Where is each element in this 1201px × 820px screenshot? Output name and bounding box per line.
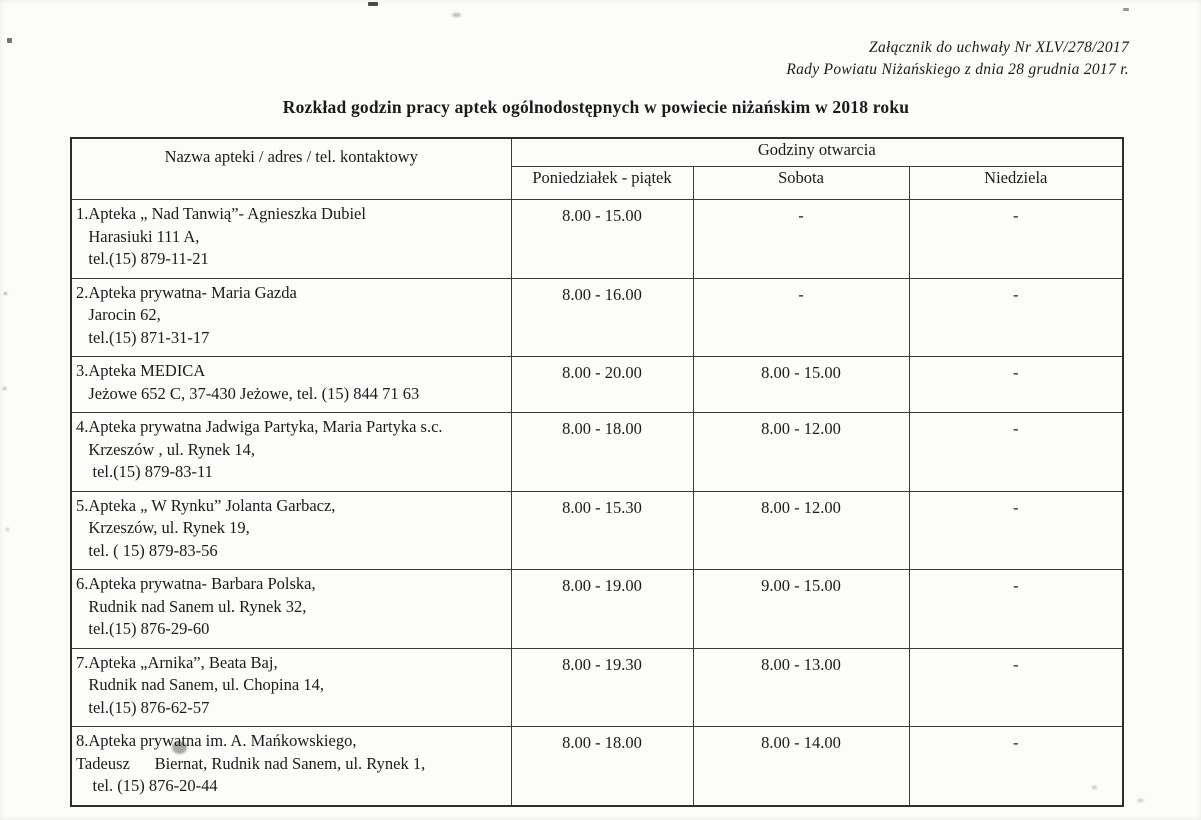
- pharmacy-info-cell: [71, 278, 511, 357]
- table-row: [71, 570, 1123, 649]
- sunday-hours-cell: -: [909, 200, 1123, 279]
- pharmacy-info-line: tel. (15) 876-20-44: [76, 776, 218, 795]
- weekday-hours-cell: 8.00 - 20.00: [511, 357, 693, 413]
- sunday-hours-cell: -: [909, 357, 1123, 413]
- saturday-hours-cell: 8.00 - 15.00: [693, 357, 909, 413]
- document-title: Rozkład godzin pracy aptek ogólnodostępnych w powiecie niżańskim w 2018 roku: [282, 97, 910, 117]
- pharmacy-info-line: Tadeusz Biernat, Rudnik nad Sanem, ul. Rynek 1,: [76, 753, 426, 773]
- pharmacy-info-line: Krzeszów, ul. Rynek 19,: [76, 518, 250, 537]
- pharmacy-info-line: 3.Apteka MEDICA: [76, 361, 206, 380]
- pharmacy-info-cell: [71, 200, 511, 279]
- column-header-saturday: Sobota: [693, 167, 909, 200]
- sunday-hours-cell: -: [909, 727, 1123, 806]
- saturday-hours-cell: -: [693, 200, 909, 279]
- table-body: [71, 200, 1123, 806]
- scan-artifact: [1137, 799, 1144, 802]
- sunday-hours-cell: -: [909, 570, 1123, 649]
- scan-artifact: [7, 38, 12, 43]
- sunday-hours-cell: -: [909, 648, 1123, 727]
- pharmacy-info-line: Rudnik nad Sanem, ul. Chopina 14,: [76, 675, 324, 694]
- pharmacy-info-line: 1.Apteka „ Nad Tanwią”- Agnieszka Dubiel: [76, 204, 366, 223]
- table-row: [71, 727, 1123, 806]
- pharmacy-info-cell: [71, 648, 511, 727]
- sunday-hours-cell: -: [909, 491, 1123, 570]
- weekday-hours-cell: 8.00 - 16.00: [511, 278, 693, 357]
- pharmacy-info-line: 8.Apteka prywatna im. A. Mańkowskiego,: [76, 731, 357, 750]
- saturday-hours-cell: -: [693, 278, 909, 357]
- weekday-hours-cell: 8.00 - 19.30: [511, 648, 693, 727]
- pharmacy-info-line: Rudnik nad Sanem ul. Rynek 32,: [76, 596, 307, 616]
- table-row: [71, 413, 1123, 492]
- scan-artifact: [6, 528, 9, 531]
- annotation-line-2: Rady Powiatu Niżańskiego z dnia 28 grudnia 2017 r.: [786, 61, 1129, 78]
- pharmacy-info-line: Krzeszów , ul. Rynek 14,: [76, 439, 255, 459]
- pharmacy-info-cell: [71, 570, 511, 649]
- table-row: [71, 648, 1123, 727]
- pharmacy-hours-table: [70, 137, 1124, 807]
- saturday-hours-cell: 8.00 - 12.00: [693, 491, 909, 570]
- scan-artifact: [172, 741, 187, 754]
- saturday-hours-cell: 8.00 - 14.00: [693, 727, 909, 806]
- table-row: [71, 200, 1123, 279]
- saturday-hours-cell: 9.00 - 15.00: [693, 570, 909, 649]
- scan-artifact: [3, 387, 6, 390]
- scan-artifact: [1092, 786, 1097, 789]
- table-row: [71, 278, 1123, 357]
- weekday-hours-cell: 8.00 - 18.00: [511, 727, 693, 806]
- sunday-hours-cell: -: [909, 278, 1123, 357]
- column-header-sunday: Niedziela: [909, 167, 1123, 200]
- pharmacy-info-line: tel.(15) 876-29-60: [76, 619, 210, 638]
- pharmacy-info-line: 5.Apteka „ W Rynku” Jolanta Garbacz,: [76, 495, 336, 515]
- column-header-pharmacy: Nazwa apteki / adres / tel. kontaktowy: [71, 138, 511, 200]
- pharmacy-info-line: Harasiuki 111 A,: [76, 226, 200, 246]
- annotation-line-1: Załącznik do uchwały Nr XLV/278/2017: [869, 39, 1129, 56]
- scan-artifact: [4, 292, 7, 295]
- pharmacy-info-cell: [71, 357, 511, 413]
- pharmacy-info-line: tel.(15) 876-62-57: [76, 697, 210, 717]
- pharmacy-info-line: 6.Apteka prywatna- Barbara Polska,: [76, 574, 316, 593]
- pharmacy-info-line: Jeżowe 652 C, 37-430 Jeżowe, tel. (15) 844 71 63: [76, 383, 420, 403]
- pharmacy-info-line: tel.(15) 871-31-17: [76, 327, 210, 347]
- scan-artifact: [452, 13, 461, 17]
- table-header: [71, 138, 1123, 200]
- saturday-hours-cell: 8.00 - 12.00: [693, 413, 909, 492]
- pharmacy-info-cell: [71, 727, 511, 806]
- saturday-hours-cell: 8.00 - 13.00: [693, 648, 909, 727]
- weekday-hours-cell: 8.00 - 18.00: [511, 413, 693, 492]
- scan-artifact: [1123, 8, 1129, 11]
- column-group-header-opening-hours: Godziny otwarcia: [511, 138, 1123, 167]
- attachment-annotation: [786, 37, 1129, 81]
- weekday-hours-cell: 8.00 - 19.00: [511, 570, 693, 649]
- sunday-hours-cell: -: [909, 413, 1123, 492]
- pharmacy-info-line: Jarocin 62,: [76, 305, 161, 324]
- pharmacy-info-line: tel.(15) 879-11-21: [76, 249, 209, 268]
- pharmacy-info-cell: [71, 413, 511, 492]
- pharmacy-info-line: 7.Apteka „Arnika”, Beata Baj,: [76, 652, 278, 672]
- pharmacy-info-line: tel.(15) 879-83-11: [76, 462, 213, 481]
- weekday-hours-cell: 8.00 - 15.00: [511, 200, 693, 279]
- scan-artifact: [368, 2, 378, 6]
- column-header-weekdays: Poniedziałek - piątek: [511, 167, 693, 200]
- table-row: [71, 357, 1123, 413]
- weekday-hours-cell: 8.00 - 15.30: [511, 491, 693, 570]
- pharmacy-info-line: tel. ( 15) 879-83-56: [76, 540, 218, 560]
- pharmacy-info-line: 4.Apteka prywatna Jadwiga Partyka, Maria Partyka s.c.: [76, 417, 443, 436]
- pharmacy-info-line: 2.Apteka prywatna- Maria Gazda: [76, 282, 297, 302]
- pharmacy-info-cell: [71, 491, 511, 570]
- table-row: [71, 491, 1123, 570]
